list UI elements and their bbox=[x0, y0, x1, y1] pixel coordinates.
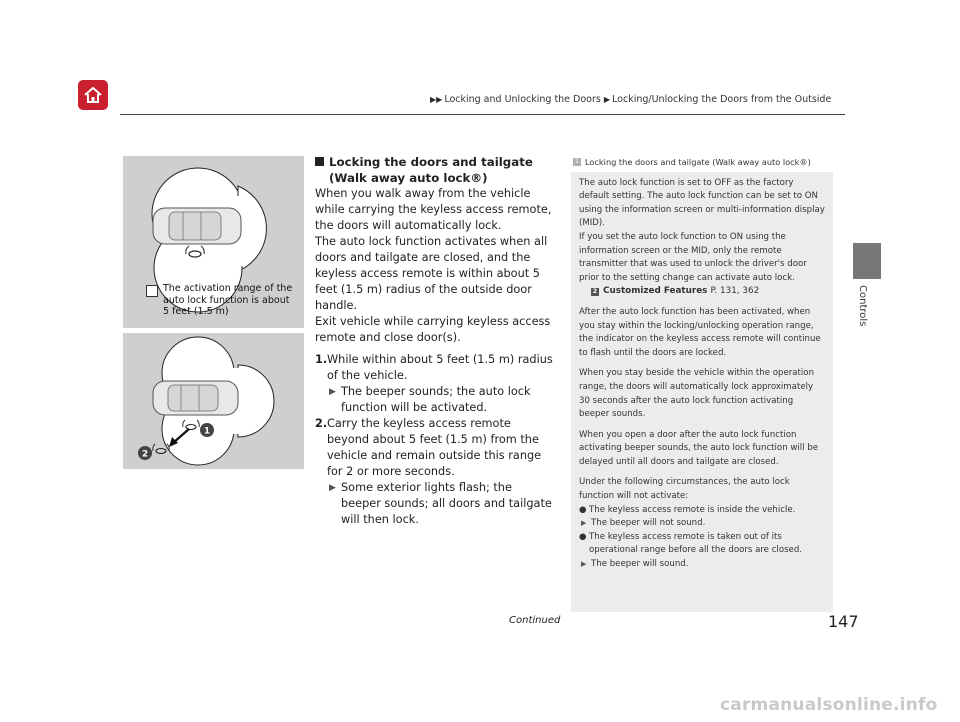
note-bullet-result: ▶ The beeper will sound. bbox=[579, 558, 825, 572]
section-label: Controls bbox=[857, 285, 868, 327]
reference-icon: 2 bbox=[592, 288, 598, 296]
page-number: 147 bbox=[828, 612, 859, 631]
caption-marker bbox=[146, 285, 158, 297]
note-paragraph: Under the following circumstances, the auto lock function will not activate: bbox=[579, 477, 790, 502]
home-button[interactable] bbox=[78, 80, 108, 110]
walk-away-figure bbox=[123, 333, 304, 469]
home-icon bbox=[83, 85, 103, 105]
breadcrumb-item-outside: Locking/Unlocking the Doors from the Outside bbox=[612, 94, 832, 105]
bullet-icon: ● bbox=[579, 504, 587, 515]
note-paragraph: When you open a door after the auto lock function activating beeper sounds, the auto lock function will be delayed until all doors and tailgate are closed. bbox=[579, 429, 819, 467]
note-paragraph: When you stay beside the vehicle within the operation range, the doors will automatically lock approximately 30 seconds after the auto lock function activating beeper sounds. bbox=[579, 368, 815, 420]
continued-label: Continued bbox=[509, 615, 561, 626]
note-bullet-result: ▶ The beeper will not sound. bbox=[579, 517, 825, 531]
note-paragraph: The auto lock function is set to OFF as the factory default setting. The auto lock function can be set to ON using the information screen or multi-information display (MID). If you set the auto lock function to ON using the information screen or the MID, only the remote transmitter that was used to unlock the driver's door prior to the setting change can activate auto lock. 2 Customized Features P. 131, 362 bbox=[579, 177, 825, 297]
bullet-icon: ● bbox=[579, 531, 587, 542]
note-bullet: ● The keyless access remote is inside the vehicle. bbox=[579, 504, 825, 518]
figure-caption: The activation range of the auto lock function is about 5 feet (1.5 m) bbox=[163, 283, 293, 317]
step-result: ▶ The beeper sounds; the auto lock function will be activated. bbox=[329, 385, 531, 414]
step-number: 2. bbox=[315, 417, 328, 430]
note-paragraph: After the auto lock function has been activated, when you stay within the locking/unlocking operation range, the indicator on the keyless access remote will continue to flash until the doors are locked. bbox=[579, 306, 821, 358]
step-1 bbox=[315, 352, 555, 416]
result-arrow-icon: ▶ bbox=[581, 560, 587, 569]
result-arrow-icon: ▶ bbox=[329, 483, 336, 493]
step-text: While within about 5 feet (1.5 m) radius of the vehicle. bbox=[327, 353, 553, 382]
heading-square-icon bbox=[315, 157, 324, 166]
callout-1-label: 1 bbox=[203, 426, 211, 437]
step-2 bbox=[315, 416, 555, 528]
result-arrow-icon: ▶ bbox=[581, 519, 587, 528]
note-box bbox=[571, 154, 833, 612]
customized-features-link[interactable]: 2 Customized Features P. 131, 362 bbox=[592, 286, 760, 297]
breadcrumb-item-doors[interactable]: Locking and Unlocking the Doors bbox=[444, 94, 601, 105]
step-number: 1. bbox=[315, 353, 328, 366]
double-arrow-icon: ▶▶ bbox=[430, 95, 443, 104]
intro-paragraph-3: Exit vehicle while carrying keyless access remote and close door(s). bbox=[315, 315, 551, 344]
callout-2-label: 2 bbox=[141, 449, 149, 460]
section-heading: Locking the doors and tailgate (Walk away auto lock®) bbox=[315, 154, 555, 186]
vehicle-top-view bbox=[153, 208, 241, 244]
note-icon: 1 bbox=[573, 158, 581, 166]
note-bullet: ● The keyless access remote is taken out of its operational range before all the doors are closed. bbox=[579, 531, 803, 556]
result-arrow-icon: ▶ bbox=[329, 387, 336, 397]
note-title: 1 Locking the doors and tailgate (Walk away auto lock®) bbox=[571, 154, 833, 172]
intro-paragraph-2: The auto lock function activates when all doors and tailgate are closed, and the keyless access remote is within about 5 feet (1.5 m) radius of the outside door handle. bbox=[315, 235, 548, 312]
breadcrumb bbox=[430, 94, 850, 105]
main-content bbox=[315, 154, 555, 528]
step-result: ▶ Some exterior lights flash; the beeper sounds; all doors and tailgate will then lock. bbox=[329, 481, 552, 526]
arrow-icon: ▶ bbox=[603, 95, 611, 104]
step-text: Carry the keyless access remote beyond about 5 feet (1.5 m) from the vehicle and remain outside this range for 2 or more seconds. bbox=[327, 417, 542, 478]
header-divider bbox=[120, 114, 845, 115]
section-tab bbox=[853, 243, 881, 279]
vehicle-top-view bbox=[153, 381, 238, 415]
intro-paragraph-1: When you walk away from the vehicle while carrying the keyless access remote, the doors will automatically lock. bbox=[315, 187, 552, 232]
watermark: carmanualsonline.info bbox=[720, 695, 938, 715]
